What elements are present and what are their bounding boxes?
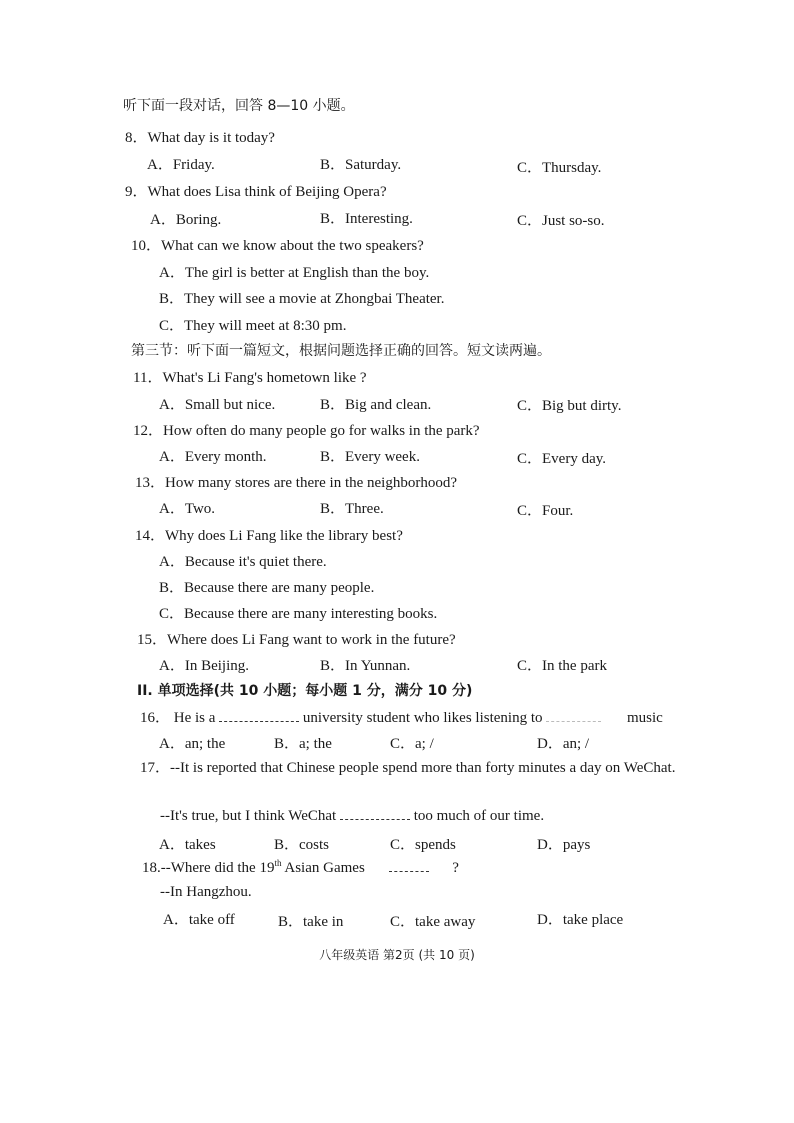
- question-10: 10．What can we know about the two speakers?: [131, 238, 424, 254]
- question-16: [140, 706, 663, 727]
- page-footer: 八年级英语 第2页 (共 10 页): [319, 948, 475, 962]
- q16-blank-1[interactable]: [219, 709, 299, 722]
- q17-response-part2: too much of our time.: [413, 808, 545, 824]
- q17-blank[interactable]: [340, 807, 410, 820]
- q13-option-c[interactable]: C．Four.: [517, 503, 574, 519]
- q18-number: 18.: [142, 860, 161, 876]
- q14-option-b[interactable]: B．Because there are many people.: [159, 580, 375, 596]
- q16-number: 16．: [140, 710, 171, 726]
- q17-response: [160, 807, 544, 825]
- q18-option-d[interactable]: D．take place: [537, 912, 624, 928]
- q15-option-b[interactable]: B．In Yunnan.: [320, 658, 411, 674]
- section-3-instruction: 第三节：听下面一篇短文，根据问题选择正确的回答。短文读两遍。: [131, 343, 551, 359]
- q17-option-a[interactable]: A．takes: [159, 837, 216, 853]
- question-18: [142, 858, 459, 877]
- q11-option-a[interactable]: A．Small but nice.: [159, 397, 276, 413]
- q12-option-a[interactable]: A．Every month.: [159, 449, 267, 465]
- q14-option-a[interactable]: A．Because it's quiet there.: [159, 554, 327, 570]
- q9-option-a[interactable]: A．Boring.: [150, 212, 222, 228]
- q18-superscript: th: [274, 858, 282, 868]
- question-12: 12．How often do many people go for walks in the park?: [133, 423, 480, 439]
- q8-option-b[interactable]: B．Saturday.: [320, 157, 402, 173]
- q16-stem-part1: He is a: [173, 710, 216, 726]
- q13-option-b[interactable]: B．Three.: [320, 501, 384, 517]
- q16-option-a[interactable]: A．an; the: [159, 736, 226, 752]
- question-14: 14．Why does Li Fang like the library best?: [135, 528, 403, 544]
- q16-blank-2[interactable]: [546, 709, 601, 722]
- q18-option-a[interactable]: A．take off: [163, 912, 235, 928]
- q9-option-b[interactable]: B．Interesting.: [320, 211, 413, 227]
- q14-option-c[interactable]: C．Because there are many interesting books.: [159, 606, 438, 622]
- question-11: 11．What's Li Fang's hometown like ?: [133, 370, 367, 386]
- q17-option-c[interactable]: C．spends: [390, 837, 456, 853]
- q15-option-c[interactable]: C．In the park: [517, 658, 607, 674]
- q12-option-c[interactable]: C．Every day.: [517, 451, 607, 467]
- q18-question-mark: ?: [452, 860, 459, 876]
- q16-option-d[interactable]: D．an; /: [537, 736, 590, 752]
- q18-stem-part2: Asian Games: [281, 860, 365, 876]
- q10-option-c[interactable]: C．They will meet at 8:30 pm.: [159, 318, 347, 334]
- q9-option-c[interactable]: C．Just so-so.: [517, 213, 605, 229]
- part-2-heading: II. 单项选择(共 10 小题；每小题 1 分，满分 10 分): [137, 683, 473, 699]
- q16-option-b[interactable]: B．a; the: [274, 736, 332, 752]
- question-15: 15．Where does Li Fang want to work in the future?: [137, 632, 456, 648]
- q11-option-c[interactable]: C．Big but dirty.: [517, 398, 622, 414]
- q16-stem-part3: music: [627, 710, 663, 726]
- instruction-8-10: 听下面一段对话，回答 8—10 小题。: [123, 98, 355, 114]
- q18-option-c[interactable]: C．take away: [390, 914, 476, 930]
- question-8: 8．What day is it today?: [125, 130, 275, 146]
- q16-stem-part2: university student who likes listening to: [302, 710, 543, 726]
- q10-option-b[interactable]: B．They will see a movie at Zhongbai Theater.: [159, 291, 445, 307]
- q18-stem-part1: --Where did the 19: [160, 860, 275, 876]
- question-9: 9．What does Lisa think of Beijing Opera?: [125, 184, 387, 200]
- q18-blank[interactable]: [389, 859, 429, 872]
- q18-answer: --In Hangzhou.: [160, 884, 252, 900]
- q16-option-c[interactable]: C．a; /: [390, 736, 434, 752]
- q15-option-a[interactable]: A．In Beijing.: [159, 658, 249, 674]
- question-17: 17．--It is reported that Chinese people spend more than forty minutes a day on WeChat.: [140, 760, 676, 776]
- question-13: 13．How many stores are there in the neighborhood?: [135, 475, 457, 491]
- q8-option-c[interactable]: C．Thursday.: [517, 160, 602, 176]
- q13-option-a[interactable]: A．Two.: [159, 501, 216, 517]
- q18-option-b[interactable]: B．take in: [278, 914, 344, 930]
- q11-option-b[interactable]: B．Big and clean.: [320, 397, 432, 413]
- q8-option-a[interactable]: A．Friday.: [147, 157, 215, 173]
- q17-response-part1: --It's true, but I think WeChat: [160, 808, 337, 824]
- q10-option-a[interactable]: A．The girl is better at English than the boy.: [159, 265, 430, 281]
- q17-option-d[interactable]: D．pays: [537, 837, 591, 853]
- q17-option-b[interactable]: B．costs: [274, 837, 330, 853]
- q12-option-b[interactable]: B．Every week.: [320, 449, 420, 465]
